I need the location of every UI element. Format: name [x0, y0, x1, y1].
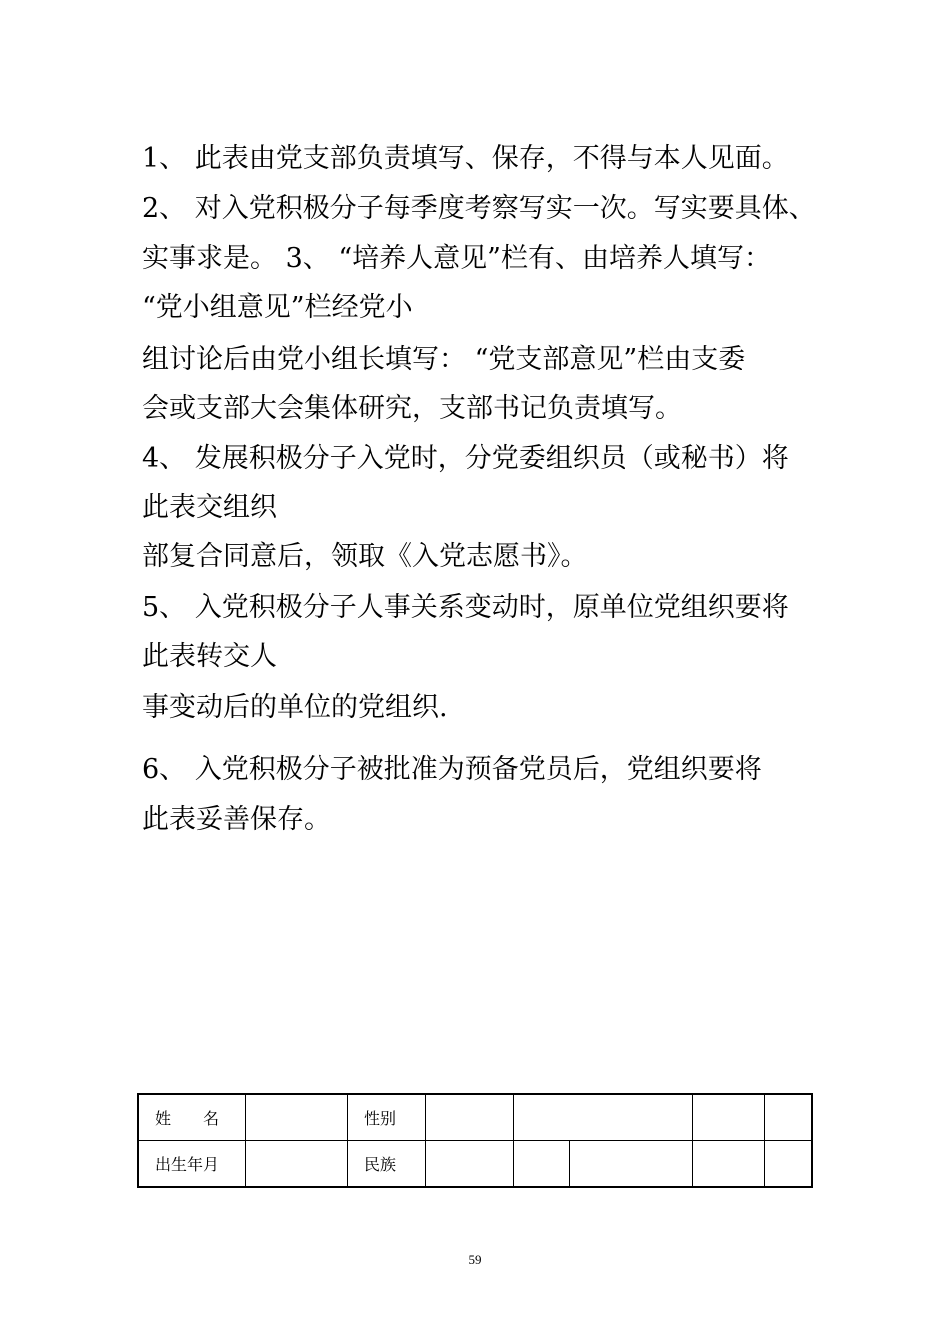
instruction-line: 实事求是。 3、 “培养人意见”栏有、由培养人填写：	[142, 243, 771, 274]
instruction-line: 部复合同意后，领取《入党志愿书》。	[142, 541, 588, 572]
blank-cell[interactable]	[514, 1141, 570, 1188]
instruction-line: “党小组意见”栏经党小	[142, 292, 413, 323]
blank-cell[interactable]	[764, 1141, 812, 1188]
gender-value-cell[interactable]	[425, 1094, 514, 1141]
blank-cell[interactable]	[764, 1094, 812, 1141]
ethnicity-value-cell[interactable]	[425, 1141, 514, 1188]
instruction-line: 组讨论后由党小组长填写： “党支部意见”栏由支委	[142, 344, 746, 375]
blank-cell[interactable]	[570, 1141, 693, 1188]
instruction-line: 4、 发展积极分子入党时，分党委组织员（或秘书）将	[142, 443, 789, 474]
gender-label: 性别	[347, 1094, 425, 1141]
instruction-line: 6、 入党积极分子被批准为预备党员后，党组织要将	[142, 754, 762, 785]
instruction-line: 会或支部大会集体研究，支部书记负责填写。	[142, 393, 682, 424]
instruction-line: 2、 对入党积极分子每季度考察写实一次。写实要具体、	[142, 193, 816, 224]
ethnicity-label: 民族	[347, 1141, 425, 1188]
table-row	[138, 1141, 812, 1188]
page-number: 59	[468, 1252, 482, 1267]
instruction-line: 此表妥善保存。	[142, 804, 331, 835]
instruction-line: 1、 此表由党支部负责填写、保存，不得与本人见面。	[142, 143, 789, 174]
blank-cell[interactable]	[514, 1094, 692, 1141]
blank-cell[interactable]	[692, 1094, 764, 1141]
instruction-line: 事变动后的单位的党组织.	[142, 692, 448, 723]
instruction-line: 此表转交人	[142, 641, 277, 672]
name-value-cell[interactable]	[246, 1094, 348, 1141]
name-label: 姓 名	[138, 1094, 246, 1141]
instruction-line: 5、 入党积极分子人事关系变动时，原单位党组织要将	[142, 592, 789, 623]
birth-label: 出生年月	[138, 1141, 246, 1188]
birth-value-cell[interactable]	[246, 1141, 348, 1188]
personal-info-table	[137, 1093, 813, 1188]
instruction-line: 此表交组织	[142, 492, 277, 523]
blank-cell[interactable]	[692, 1141, 764, 1188]
table-row	[138, 1094, 812, 1141]
